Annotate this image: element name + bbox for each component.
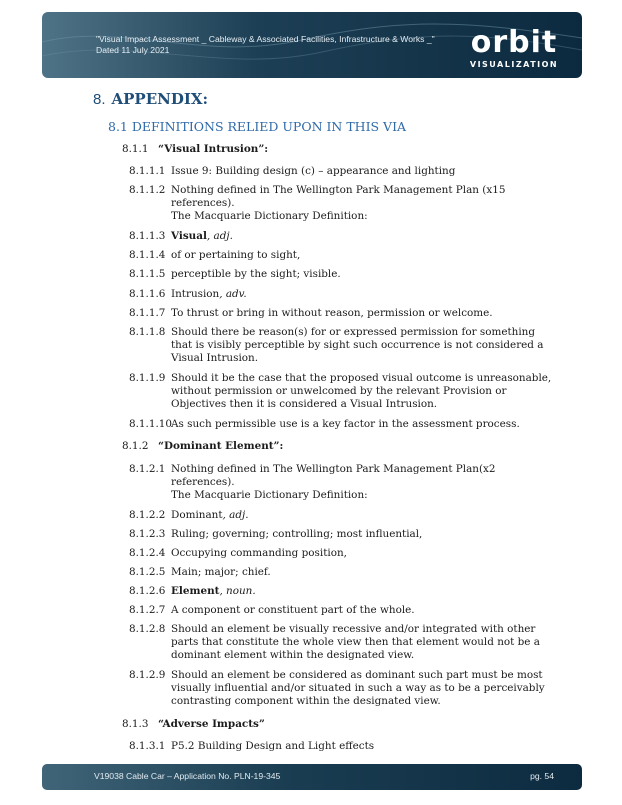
item-text: references). bbox=[171, 476, 235, 488]
defined-word: Visual bbox=[171, 230, 207, 242]
item-number: 8.1.3.1 bbox=[129, 740, 166, 752]
item-text: Should an element be considered as dominant such part must be most bbox=[171, 669, 543, 681]
header-banner bbox=[42, 12, 582, 78]
item-number: 8.1.2.5 bbox=[129, 566, 166, 578]
item-number: 8.1.2.3 bbox=[129, 528, 166, 540]
subsection-heading: 8.1 DEFINITIONS RELIED UPON IN THIS VIA bbox=[108, 119, 407, 134]
logo-mark: orbit bbox=[470, 25, 558, 60]
item-number: 8.1.1.9 bbox=[129, 372, 166, 384]
item-title: “Dominant Element”: bbox=[158, 440, 284, 452]
defined-word: Intrusion bbox=[171, 288, 220, 300]
item-number: 8.1.2.7 bbox=[129, 604, 166, 616]
orbit-logo bbox=[464, 25, 564, 69]
item-number: 8.1.1.2 bbox=[129, 184, 166, 196]
page-number: pg. 54 bbox=[530, 771, 554, 781]
item-title: “Visual Intrusion”: bbox=[158, 143, 269, 155]
item-text: Occupying commanding position, bbox=[171, 547, 347, 559]
item-text: The Macquarie Dictionary Definition: bbox=[171, 489, 368, 501]
item-text: visually influential and/or situated in such a way as to be a perceivably bbox=[171, 682, 545, 694]
item-number: 8.1.2.2 bbox=[129, 509, 166, 521]
item-text: Should there be reason(s) for or expressed permission for something bbox=[171, 326, 536, 338]
item-text: that is visibly perceptible by sight such occurrence is not considered a bbox=[171, 339, 544, 351]
section-title: APPENDIX: bbox=[111, 90, 209, 108]
item-text: Visual Intrusion. bbox=[171, 352, 259, 364]
item-number: 8.1.3 bbox=[122, 718, 149, 730]
item-text: parts that constitute the whole view then that element would not be a bbox=[171, 636, 540, 648]
item-title: “Adverse Impacts” bbox=[158, 718, 265, 730]
item-number: 8.1.1.1 bbox=[129, 165, 166, 177]
item-text: of or pertaining to sight, bbox=[171, 249, 301, 261]
item-text: Should it be the case that the proposed visual outcome is unreasonable, bbox=[171, 372, 552, 384]
item-number: 8.1.2.8 bbox=[129, 623, 166, 635]
item-text: perceptible by the sight; visible. bbox=[171, 268, 341, 280]
item-number: 8.1.1.7 bbox=[129, 307, 166, 319]
item-text: dominant element within the designated view. bbox=[171, 649, 415, 661]
item-number: 8.1.1.8 bbox=[129, 326, 166, 338]
section-number: 8. bbox=[93, 91, 106, 108]
document-date: Dated 11 July 2021 bbox=[96, 45, 170, 55]
defined-word: Dominant bbox=[171, 509, 223, 521]
item-text: The Macquarie Dictionary Definition: bbox=[171, 210, 368, 222]
item-number: 8.1.1 bbox=[122, 143, 149, 155]
item-text: To thrust or bring in without reason, permission or welcome. bbox=[171, 307, 493, 319]
item-number: 8.1.1.10 bbox=[129, 418, 172, 430]
part-of-speech: , adv. bbox=[219, 288, 247, 300]
part-of-speech: , adj. bbox=[206, 230, 233, 242]
item-text: Nothing defined in The Wellington Park Management Plan (x15 bbox=[171, 184, 506, 196]
item-number: 8.1.2.1 bbox=[129, 463, 166, 475]
item-number: 8.1.2 bbox=[122, 440, 149, 452]
logo-subtitle: VISUALIZATION bbox=[469, 60, 559, 69]
item-text: contrasting component within the designated view. bbox=[171, 695, 441, 707]
part-of-speech: , adj. bbox=[222, 509, 249, 521]
item-number: 8.1.2.9 bbox=[129, 669, 166, 681]
footer-banner bbox=[42, 764, 582, 790]
document-title-line: "Visual Impact Assessment _ Cableway & Associated Facilities, Infrastructure & Works _" bbox=[96, 34, 435, 44]
item-number: 8.1.2.6 bbox=[129, 585, 166, 597]
item-text: Objectives then it is considered a Visual Intrusion. bbox=[171, 398, 438, 410]
item-text: A component or constituent part of the whole. bbox=[171, 604, 415, 616]
item-text: Main; major; chief. bbox=[171, 566, 271, 578]
item-text: Should an element be visually recessive and/or integrated with other bbox=[171, 623, 536, 635]
defined-word: Element bbox=[171, 585, 220, 597]
footer-reference: V19038 Cable Car – Application No. PLN-19-345 bbox=[94, 771, 281, 781]
item-text: P5.2 Building Design and Light effects bbox=[171, 740, 375, 752]
item-text: Issue 9: Building design (c) – appearance and lighting bbox=[171, 165, 456, 177]
item-number: 8.1.1.6 bbox=[129, 288, 166, 300]
item-number: 8.1.1.3 bbox=[129, 230, 166, 242]
item-text: As such permissible use is a key factor in the assessment process. bbox=[171, 418, 520, 430]
item-number: 8.1.1.5 bbox=[129, 268, 166, 280]
item-text: without permission or unwelcomed by the relevant Provision or bbox=[171, 385, 507, 397]
section-heading bbox=[93, 90, 208, 108]
item-text: Ruling; governing; controlling; most influential, bbox=[171, 528, 423, 540]
item-number: 8.1.2.4 bbox=[129, 547, 166, 559]
item-text: Nothing defined in The Wellington Park Management Plan(x2 bbox=[171, 463, 496, 475]
item-number: 8.1.1.4 bbox=[129, 249, 166, 261]
document-title bbox=[96, 34, 435, 56]
item-text: references). bbox=[171, 197, 235, 209]
part-of-speech: , noun. bbox=[219, 585, 256, 597]
